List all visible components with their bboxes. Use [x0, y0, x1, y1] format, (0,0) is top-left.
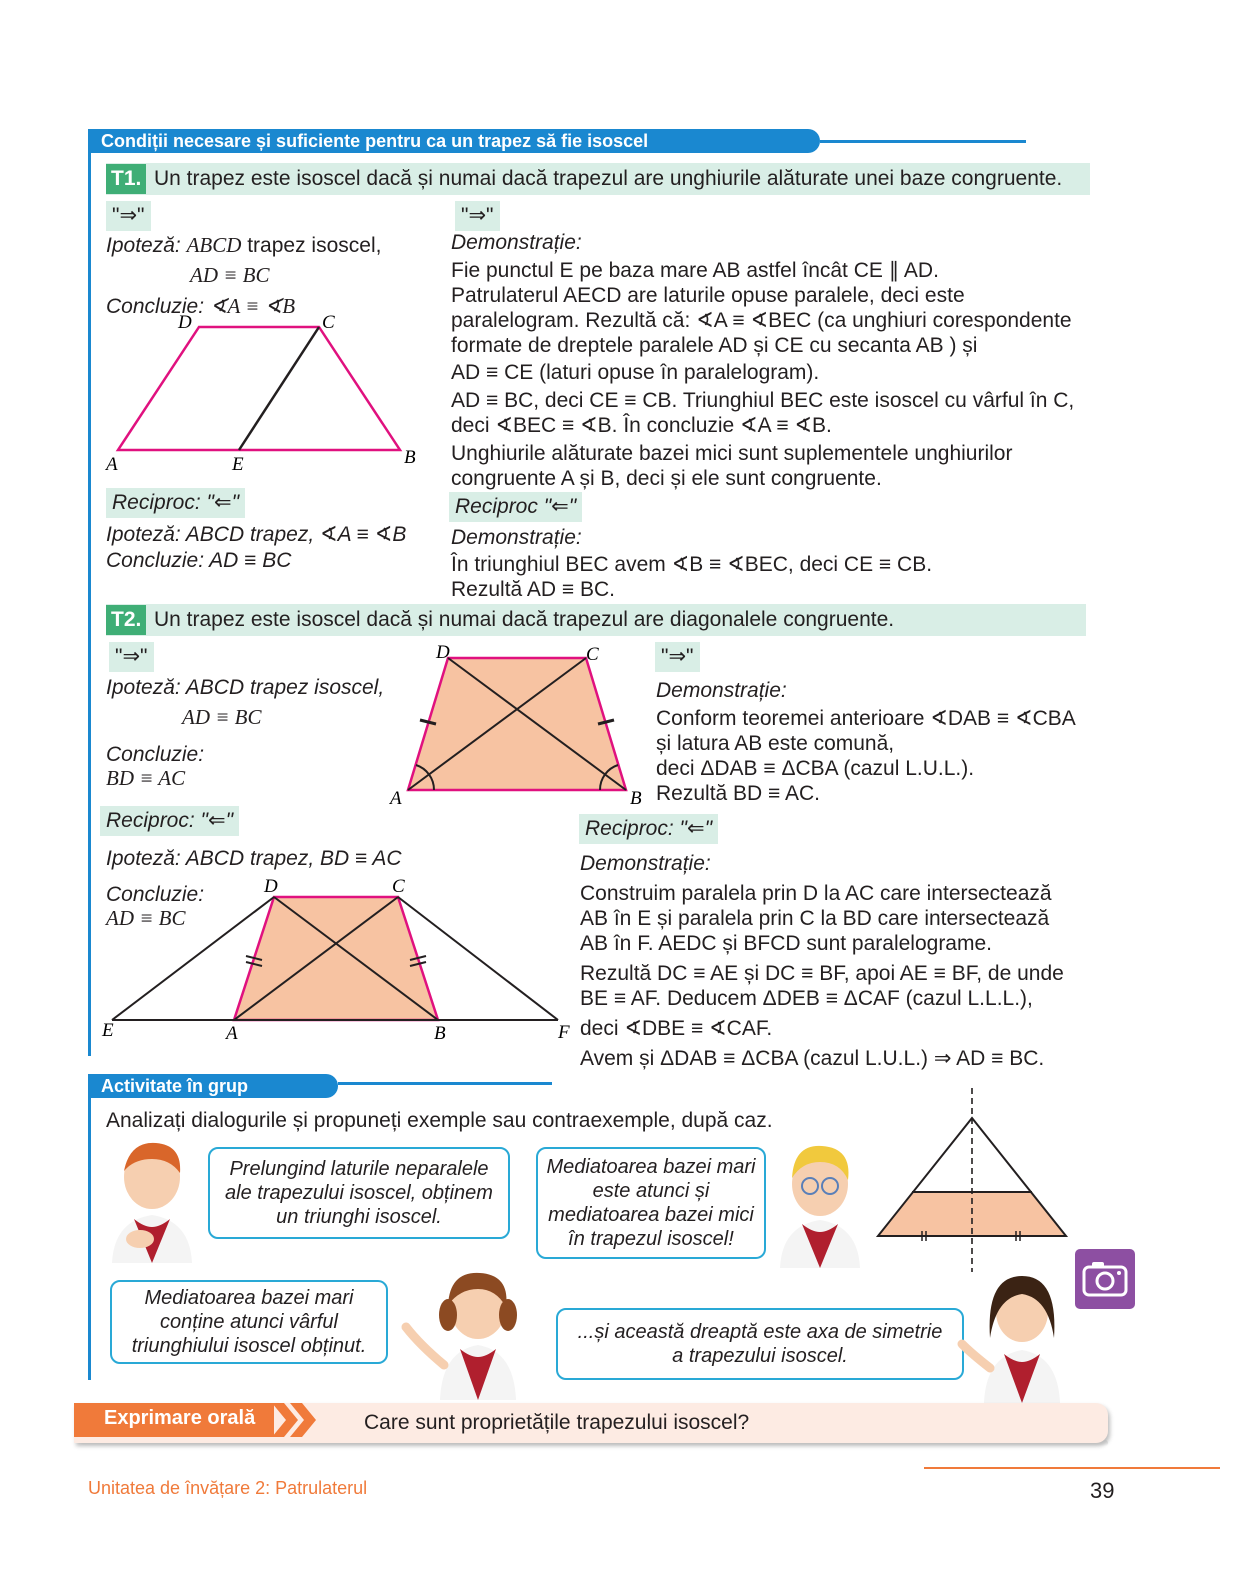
math-text: ∢A ≡ ∢B: [209, 294, 296, 318]
theorem-badge: T2.: [106, 605, 146, 635]
label-c: C: [392, 876, 405, 897]
demo-line: AD ≡ CE (laturi opuse în paralelogram).: [451, 361, 820, 384]
label-text: Ipoteză: [106, 234, 175, 257]
label-text: Demonstrație: [451, 231, 576, 254]
demo-line: congruente A și B, deci și ele sunt congruente.: [451, 467, 882, 490]
label-e: E: [102, 1020, 114, 1041]
trapezoid-abcd: [234, 897, 438, 1020]
label-b: B: [404, 447, 416, 468]
trapezoid-figure-t1: [104, 310, 424, 480]
demo-line: Unghiurile alăturate bazei mici sunt suplementele unghiurilor: [451, 442, 1013, 465]
footer-unit: Unitatea de învățare 2: Patrulaterul: [88, 1478, 368, 1498]
speech-bubble: Prelungind laturile neparalele ale trapezului isoscel, obținem un triunghi isoscel.: [208, 1147, 510, 1239]
oral-label-box: [74, 1403, 274, 1437]
reciproc-demo-line: Rezultă AD ≡ BC.: [451, 578, 615, 601]
demo-line: BE ≡ AF. Deducem ΔDEB ≡ ΔCAF (cazul L.L.L.),: [580, 987, 1033, 1010]
activity-rule: [338, 1082, 552, 1085]
text: trapez isoscel,: [241, 234, 382, 257]
speech-bubble: Mediatoarea bazei mari conține atunci vârful triunghiului isoscel obținut.: [110, 1280, 388, 1364]
demo-line: Conform teoremei anterioare ∢DAB ≡ ∢CBA: [656, 707, 1076, 730]
label-d: D: [264, 876, 278, 897]
reciproc-ipoteza: Ipoteză: ABCD trapez, BD ≡ AC: [106, 847, 402, 870]
segment-ce: [239, 327, 319, 450]
trapezoid-figure-t2a: [386, 640, 656, 810]
theorem-t1-bar: [106, 163, 1090, 195]
ipoteza: Ipoteză: ABCD trapez isoscel,: [106, 676, 385, 699]
theorem-statement: Un trapez este isoscel dacă și numai dacă trapezul are unghiurile alăturate unei baze congruente.: [154, 167, 1063, 190]
demo-line: deci ∢DBE ≡ ∢CAF.: [580, 1017, 773, 1040]
reciproc-tag: Reciproc: "⇐": [100, 806, 239, 836]
label-c: C: [586, 644, 599, 665]
reciproc-demo-label: Demonstrație:: [451, 526, 582, 549]
margin-rule: [88, 153, 91, 1056]
reciproc-tag-right: Reciproc: "⇐": [579, 814, 718, 844]
label-e: E: [232, 454, 244, 475]
reciproc-concluzie-value: AD ≡ BC: [106, 906, 186, 930]
label-b: B: [630, 788, 642, 809]
demo-line: Rezultă BD ≡ AC.: [656, 782, 820, 805]
reciproc-tag: Reciproc: "⇐": [106, 488, 245, 518]
camera-glyph: [1075, 1249, 1135, 1309]
demo-line: AB în E și paralela prin C la BD care intersectează: [580, 907, 1050, 930]
reciproc-demo-line: În triunghiul BEC avem ∢B ≡ ∢BEC, deci CE ≡ CB.: [451, 553, 933, 576]
label-text: Demonstrație: [451, 526, 576, 549]
camera-icon[interactable]: [1075, 1249, 1135, 1309]
demo-line: AB în F. AEDC și BFCD sunt paralelograme.: [580, 932, 992, 955]
label-text: Concluzie: [106, 295, 199, 318]
concluzie: Concluzie: ∢A ≡ ∢B: [106, 294, 296, 318]
direct-tag-right: "⇒": [455, 201, 500, 231]
demo-line: Construim paralela prin D la AC care intersectează: [580, 882, 1052, 905]
speech-bubble: ...și această dreaptă este axa de simetrie a trapezului isoscel.: [556, 1308, 964, 1380]
demo-line: paralelogram. Rezultă că: ∢A ≡ ∢BEC (ca unghiuri corespondente: [451, 309, 1072, 332]
trapezoid-figure-t2b: [96, 872, 576, 1044]
activity-title: Activitate în grup: [88, 1074, 338, 1098]
demo-line: Patrulaterul AECD are laturile opuse paralele, deci este: [451, 284, 965, 307]
student-boy-glasses-illustration: [770, 1140, 870, 1270]
demo-line: formate de dreptele paralele AD și CE cu secanta AB ) și: [451, 334, 978, 357]
label-a: A: [226, 1023, 238, 1044]
double-chevron-icon: [272, 1403, 318, 1437]
trapezoid-abcd: [408, 658, 626, 790]
demo-line: deci ∢BEC ≡ ∢B. În concluzie ∢A ≡ ∢B.: [451, 414, 832, 437]
ipoteza-line2: AD ≡ BC: [182, 705, 262, 729]
demo-label: Demonstrație:: [656, 679, 787, 702]
demo-lines: [656, 706, 1076, 806]
label-a: A: [390, 788, 402, 809]
demo-line: Fie punctul E pe baza mare AB astfel încât CE ∥ AD.: [451, 259, 939, 282]
oral-label: Exprimare orală: [104, 1407, 256, 1429]
label-b: B: [434, 1023, 446, 1044]
reciproc-concluzie: Concluzie: AD ≡ BC: [106, 549, 292, 572]
label-d: D: [178, 312, 192, 333]
demo-line: AD ≡ BC, deci CE ≡ CB. Triunghiul BEC este isoscel cu vârful în C,: [451, 389, 1075, 412]
ipoteza-line2: AD ≡ BC: [190, 263, 270, 287]
demo-line: Rezultă DC ≡ AE și DC ≡ BF, apoi AE ≡ BF, de unde: [580, 962, 1064, 985]
theorem-badge: T1.: [106, 164, 146, 194]
reciproc-demo-lines: [580, 881, 1064, 1071]
activity-margin-rule: [88, 1098, 91, 1380]
direct-tag: "⇒": [106, 201, 151, 231]
triangle-trapezoid-figure: [872, 1088, 1072, 1274]
concluzie-value: BD ≡ AC: [106, 766, 186, 790]
trapezoid-abcd: [118, 327, 400, 450]
demo-line: Avem și ΔDAB ≡ ΔCBA (cazul L.U.L.) ⇒ AD ≡ BC.: [580, 1047, 1045, 1070]
direct-tag: "⇒": [109, 642, 154, 672]
student-boy-illustration: [100, 1135, 200, 1265]
section-title: Condiții necesare și suficiente pentru ca un trapez să fie isoscel: [88, 129, 820, 153]
student-girl-dark-hair-illustration: [960, 1268, 1080, 1403]
oral-question: Care sunt proprietățile trapezului isoscel?: [364, 1411, 750, 1434]
section-rule: [820, 140, 1026, 143]
label-c: C: [322, 312, 335, 333]
demo-lines: [451, 258, 1091, 491]
ipoteza-label: Ipoteză: ABCD trapez isoscel,: [106, 233, 382, 257]
activity-intro: Analizați dialogurile și propuneți exemple sau contraexemple, după caz.: [106, 1109, 773, 1132]
theorem-statement: Un trapez este isoscel dacă și numai dacă trapezul are diagonalele congruente.: [154, 608, 895, 631]
concluzie-label: Concluzie:: [106, 743, 205, 766]
reciproc-concluzie-label: Concluzie:: [106, 883, 205, 906]
page-number: 39: [1090, 1478, 1115, 1503]
demo-line: și latura AB este comună,: [656, 732, 895, 755]
demo-line: deci ΔDAB ≡ ΔCBA (cazul L.U.L.).: [656, 757, 975, 780]
reciproc-demo-label: Demonstrație:: [580, 852, 711, 875]
label-d: D: [436, 642, 450, 663]
math-text: ABCD: [186, 233, 242, 257]
theorem-t2-bar: [106, 604, 1086, 636]
footer-rule: [924, 1467, 1220, 1469]
label-a: A: [106, 454, 118, 475]
reciproc-ipoteza: Ipoteză: ABCD trapez, ∢A ≡ ∢B: [106, 523, 407, 546]
speech-bubble: Mediatoarea bazei mari este atunci și mediatoarea bazei mici în trapezul isoscel!: [536, 1147, 766, 1259]
label-f: F: [558, 1022, 570, 1043]
reciproc-tag-right: Reciproc "⇐": [449, 492, 582, 522]
direct-tag-right: "⇒": [655, 642, 700, 672]
student-girl-illustration: [400, 1265, 535, 1400]
demo-label: Demonstrație:: [451, 231, 582, 254]
